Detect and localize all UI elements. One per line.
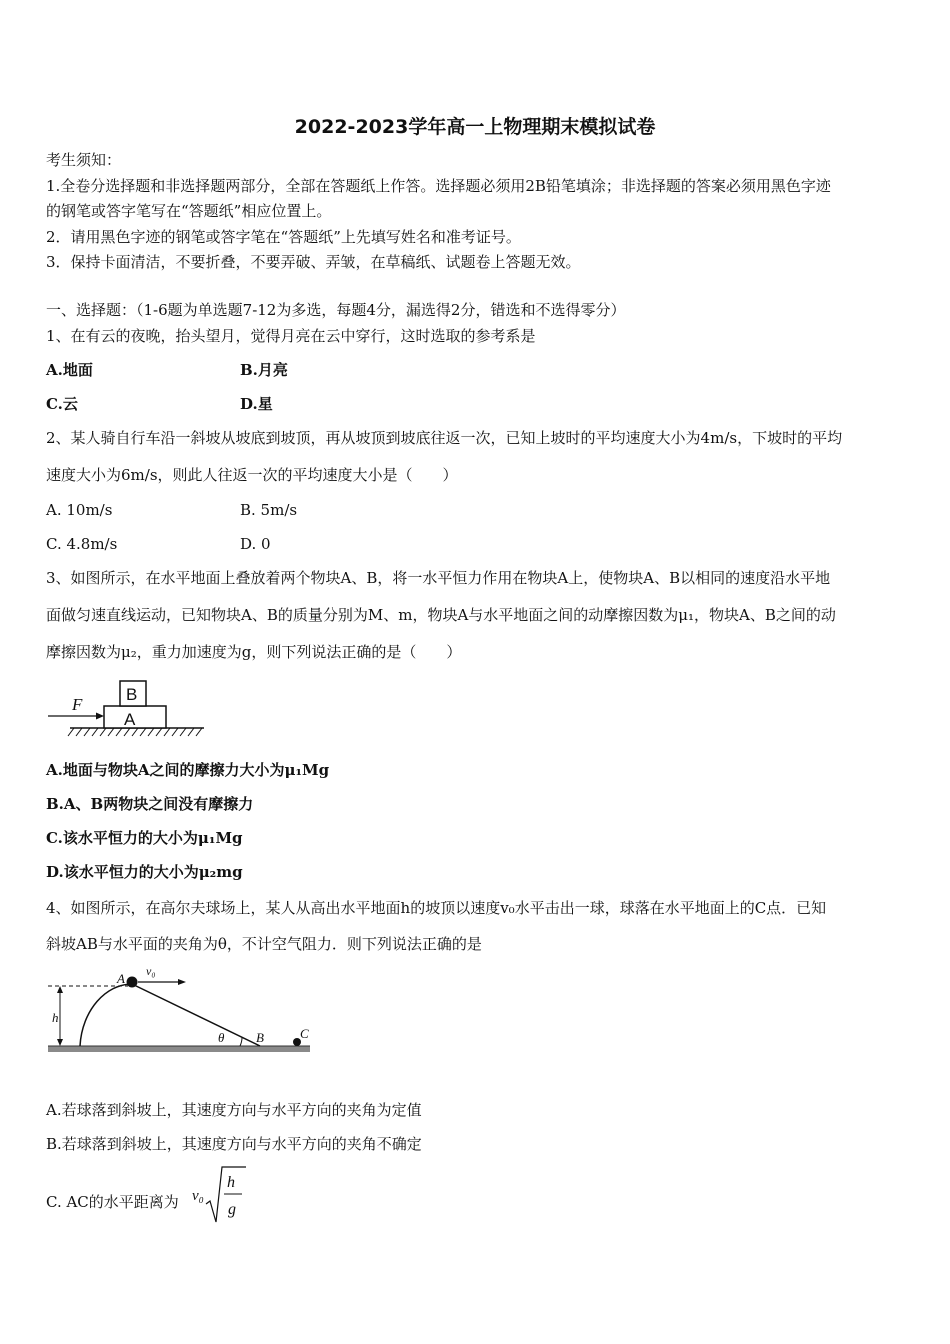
q4-stem-a: 4、如图所示，在高尔夫球场上，某人从高出水平地面h的坡顶以速度v₀水平击出一球，球落在水平地面上的C点．已知 — [46, 899, 827, 917]
notice-heading: 考生须知： — [46, 151, 122, 169]
q4-option-b: B.若球落到斜坡上，其速度方向与水平方向的夹角不确定 — [46, 1135, 422, 1153]
q3-option-c: C.该水平恒力的大小为μ₁Mg — [46, 829, 243, 847]
notice-item-2: 2．请用黑色字迹的钢笔或答字笔在“答题纸”上先填写姓名和准考证号。 — [46, 228, 521, 246]
golf-ball-a — [127, 977, 138, 988]
q1-option-c: C.云 — [46, 395, 78, 413]
q3-stem-c: 摩擦因数为μ₂，重力加速度为g，则下列说法正确的是（ ） — [46, 643, 462, 661]
q3-option-b: B.A、B两物块之间没有摩擦力 — [46, 795, 254, 813]
theta-label: θ — [218, 1030, 225, 1045]
formula-v0: v₀ — [192, 1188, 204, 1204]
velocity-label: v₀ — [146, 964, 156, 978]
q2-option-a: A. 10m/s — [46, 501, 113, 519]
q4-option-c — [46, 1192, 908, 1212]
height-label: h — [52, 1010, 59, 1025]
notice-item-3: 3．保持卡面清洁，不要折叠，不要弄破、弄皱，在草稿纸、试题卷上答题无效。 — [46, 253, 581, 271]
point-a-label: A — [117, 971, 125, 986]
notice-item-1a: 1.全卷分选择题和非选择题两部分，全部在答题纸上作答。选择题必须用2B铅笔填涂；非选择题的答案必须用黑色字迹 — [46, 177, 831, 195]
q1-option-b: B.月亮 — [240, 361, 288, 379]
q4-figure-golf-slope — [46, 962, 312, 1058]
q2-option-d: D. 0 — [240, 535, 271, 553]
formula-numerator: h — [227, 1174, 235, 1191]
q4-option-c-formula — [190, 1164, 250, 1226]
q1-option-a: A.地面 — [46, 361, 93, 379]
q1-option-d: D.星 — [240, 395, 273, 413]
q4-option-c-text: C. AC的水平距离为 — [46, 1193, 179, 1211]
block-a-label: A — [124, 710, 136, 729]
page-title: 2022-2023学年高一上物理期末模拟试卷 — [294, 116, 656, 138]
q3-stem-a: 3、如图所示，在水平地面上叠放着两个物块A、B，将一水平恒力作用在物块A上，使物块A、B以相同的速度沿水平地 — [46, 569, 831, 587]
q2-stem-b: 速度大小为6m/s，则此人往返一次的平均速度大小是（ ） — [46, 466, 458, 484]
q4-option-a: A.若球落到斜坡上，其速度方向与水平方向的夹角为定值 — [46, 1101, 422, 1119]
q2-option-c: C. 4.8m/s — [46, 535, 118, 553]
block-b-label: B — [126, 685, 138, 704]
q3-option-a: A.地面与物块A之间的摩擦力大小为μ₁Mg — [46, 761, 330, 779]
q4-stem-b: 斜坡AB与水平面的夹角为θ，不计空气阻力．则下列说法正确的是 — [46, 935, 482, 953]
q1-stem: 1、在有云的夜晚，抬头望月，觉得月亮在云中穿行，这时选取的参考系是 — [46, 327, 536, 345]
q3-stem-b: 面做匀速直线运动，已知物块A、B的质量分别为M、m，物块A与水平地面之间的动摩擦因数为μ₁，物块A、B之间的动 — [46, 606, 836, 624]
q3-figure-blocks — [46, 676, 210, 742]
q2-option-b: B. 5m/s — [240, 501, 298, 519]
formula-denominator: g — [228, 1201, 236, 1218]
q2-stem-a: 2、某人骑自行车沿一斜坡从坡底到坡顶，再从坡顶到坡底往返一次，已知上坡时的平均速度大小为4m/s，下坡时的平均 — [46, 429, 843, 447]
section-heading: 一、选择题：（1-6题为单选题7-12为多选，每题4分，漏选得2分，错选和不选得零分） — [46, 301, 626, 319]
force-label: F — [72, 695, 83, 714]
q3-option-d: D.该水平恒力的大小为μ₂mg — [46, 863, 243, 881]
point-c-label: C — [300, 1026, 309, 1041]
notice-item-1b: 的钢笔或答字笔写在“答题纸”相应位置上。 — [46, 202, 332, 220]
point-b-label: B — [256, 1030, 264, 1045]
